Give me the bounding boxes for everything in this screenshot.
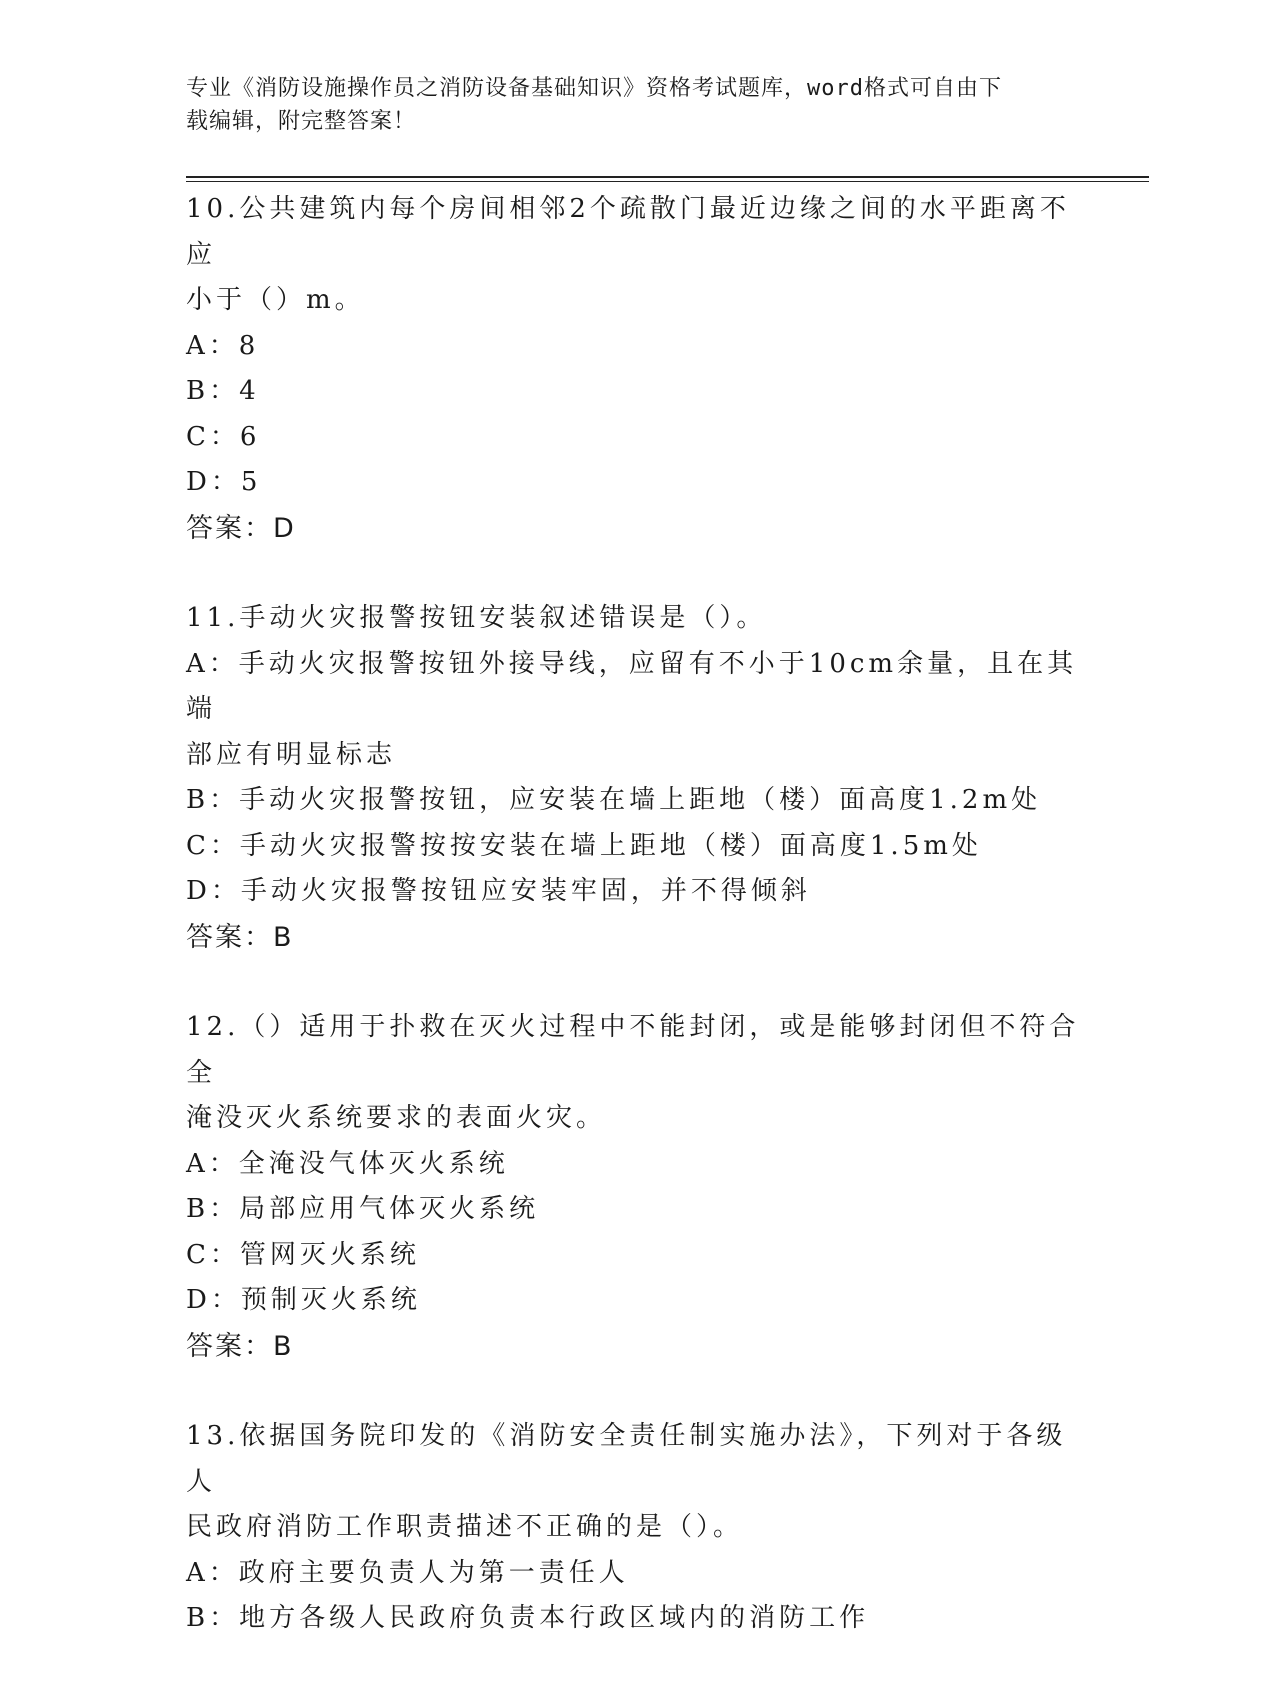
question-stem: 12.（）适用于扑救在灭火过程中不能封闭，或是能够封闭但不符合全 xyxy=(186,1012,1080,1088)
option-b: B：局部应用气体灭火系统 xyxy=(186,1194,540,1224)
option-b: B：4 xyxy=(186,376,260,406)
option-d: D：手动火灾报警按钮应安装牢固，并不得倾斜 xyxy=(186,876,811,906)
question-stem: 11.手动火灾报警按钮安装叙述错误是（）。 xyxy=(186,603,767,633)
header-rule-thin xyxy=(186,181,1149,182)
question-stem: 13.依据国务院印发的《消防安全责任制实施办法》，下列对于各级人 xyxy=(186,1421,1067,1497)
document-header xyxy=(186,72,1066,138)
option-a: A：手动火灾报警按钮外接导线，应留有不小于10cm余量，且在其端 xyxy=(186,648,1078,724)
option-b: B：地方各级人民政府负责本行政区域内的消防工作 xyxy=(186,1603,870,1633)
option-a-continued: 部应有明显标志 xyxy=(186,739,397,770)
answer-text: 答案：B xyxy=(186,921,294,953)
option-a: A：政府主要负责人为第一责任人 xyxy=(186,1557,629,1588)
question-13 xyxy=(186,1414,1086,1642)
question-stem: 10.公共建筑内每个房间相邻2个疏散门最近边缘之间的水平距离不应 xyxy=(186,194,1070,270)
header-line-1: 专业《消防设施操作员之消防设备基础知识》资格考试题库，word格式可自由下 xyxy=(186,76,1002,101)
question-stem: 民政府消防工作职责描述不正确的是（）。 xyxy=(186,1512,744,1542)
question-10 xyxy=(186,187,1086,551)
answer-text: 答案：D xyxy=(186,512,296,544)
option-b: B：手动火灾报警按钮，应安装在墙上距地（楼）面高度1.2m处 xyxy=(186,785,1042,815)
option-c: C：手动火灾报警按按安装在墙上距地（楼）面高度1.5m处 xyxy=(186,830,982,861)
option-a: A：全淹没气体灭火系统 xyxy=(186,1148,509,1179)
question-stem: 淹没灭火系统要求的表面火灾。 xyxy=(186,1103,607,1133)
question-stem: 小于（）m。 xyxy=(186,285,365,315)
header-line-2: 载编辑，附完整答案！ xyxy=(186,109,417,134)
option-d: D：5 xyxy=(186,467,262,497)
question-list xyxy=(186,187,1086,1687)
question-12 xyxy=(186,1005,1086,1369)
header-rule-thick xyxy=(186,176,1149,178)
option-d: D：预制灭火系统 xyxy=(186,1285,421,1315)
answer-text: 答案：B xyxy=(186,1330,294,1362)
option-a: A：8 xyxy=(186,330,260,361)
question-11 xyxy=(186,596,1086,960)
option-c: C：6 xyxy=(186,421,261,452)
option-c: C：管网灭火系统 xyxy=(186,1239,420,1270)
